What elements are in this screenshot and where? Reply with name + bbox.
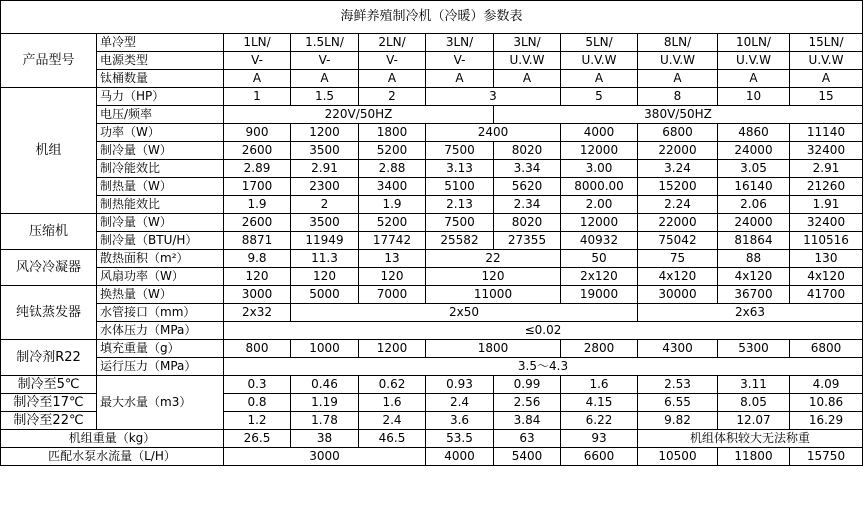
cell: 32400 [790,214,863,232]
table-row [1,286,863,304]
cell: 7500 [426,142,494,160]
cell: 7000 [359,286,426,304]
cell: 8871 [224,232,291,250]
section-unit: 机组 [1,88,97,214]
cell: 1LN/ [224,34,291,52]
cell: 5LN/ [561,34,638,52]
cell: 2.53 [638,376,718,394]
cell: 0.93 [426,376,494,394]
cell: 120 [224,268,291,286]
cell: 5 [561,88,638,106]
table-row [1,34,863,52]
cell: 120 [426,268,561,286]
param-label: 换热量（W） [97,286,224,304]
cell: U.V.W [494,52,561,70]
param-label: 制冷能效比 [97,160,224,178]
cell: 8000.00 [561,178,638,196]
cell: A [426,70,494,88]
cell: 110516 [790,232,863,250]
cell: U.V.W [561,52,638,70]
cell: V- [224,52,291,70]
cell: V- [426,52,494,70]
table-row [1,142,863,160]
cell: 220V/50HZ [224,106,494,124]
cell: A [224,70,291,88]
cell: 2LN/ [359,34,426,52]
cell: 5620 [494,178,561,196]
cell: 7500 [426,214,494,232]
cell: 1.6 [359,394,426,412]
cell: 36700 [718,286,790,304]
cell: 2.4 [426,394,494,412]
label-unit-weight: 机组重量（kg） [1,430,224,448]
cell: 25582 [426,232,494,250]
cell: 900 [224,124,291,142]
section-refrigerant: 制冷剂R22 [1,340,97,376]
cell: 1.78 [291,412,359,430]
cell: 2.88 [359,160,426,178]
cell: 1.2 [224,412,291,430]
cell: 8020 [494,214,561,232]
section-product-model: 产品型号 [1,34,97,88]
cell: 16.29 [790,412,863,430]
cell: A [638,70,718,88]
cell: 4000 [561,124,638,142]
table-row [1,232,863,250]
cell: 2.06 [718,196,790,214]
cell: 3000 [224,286,291,304]
cell: 4000 [426,448,494,466]
cell: V- [359,52,426,70]
cell: 120 [291,268,359,286]
section-ti-evaporator: 纯钛蒸发器 [1,286,97,340]
cell: 130 [790,250,863,268]
cell: 22 [426,250,561,268]
param-label: 单冷型 [97,34,224,52]
cell: 22000 [638,142,718,160]
cell: 30000 [638,286,718,304]
cell: 2x50 [291,304,638,322]
cell: 6.22 [561,412,638,430]
cell: 3400 [359,178,426,196]
cell: A [359,70,426,88]
cell: 41700 [790,286,863,304]
param-label: 制冷量（BTU/H） [97,232,224,250]
cell: 93 [561,430,638,448]
cell: 16140 [718,178,790,196]
cell: 800 [224,340,291,358]
table-row [1,52,863,70]
cell: 8.05 [718,394,790,412]
cell: 24000 [718,142,790,160]
table-row [1,124,863,142]
cell: 3LN/ [426,34,494,52]
cell: 40932 [561,232,638,250]
cell: U.V.W [638,52,718,70]
cell: U.V.W [790,52,863,70]
cell: 21260 [790,178,863,196]
table-row [1,448,863,466]
cell: 2.24 [638,196,718,214]
cell: 53.5 [426,430,494,448]
param-label: 水体压力（MPa） [97,322,224,340]
cell: 2.91 [291,160,359,178]
cell: 9.8 [224,250,291,268]
table-row [1,106,863,124]
cell: 4300 [638,340,718,358]
cell: 15200 [638,178,718,196]
cell: 0.46 [291,376,359,394]
cell: 12.07 [718,412,790,430]
param-label: 最大水量（m3） [97,376,224,430]
cell: 2600 [224,142,291,160]
label-cool-to-5: 制冷至5℃ [1,376,97,394]
table-row [1,196,863,214]
cell: 8020 [494,142,561,160]
cell: 2x32 [224,304,291,322]
cell: 9.82 [638,412,718,430]
cell: 1.5 [291,88,359,106]
table-row [1,430,863,448]
cell: 22000 [638,214,718,232]
cell: 2400 [426,124,561,142]
cell: 2.34 [494,196,561,214]
cell: 12000 [561,214,638,232]
table-row [1,304,863,322]
cell: 1.5LN/ [291,34,359,52]
cell: 6600 [561,448,638,466]
param-label: 马力（HP） [97,88,224,106]
param-label: 钛桶数量 [97,70,224,88]
cell: U.V.W [718,52,790,70]
label-cool-to-22: 制冷至22℃ [1,412,97,430]
cell: 2 [291,196,359,214]
cell: 0.3 [224,376,291,394]
cell: 26.5 [224,430,291,448]
param-label: 制冷量（W） [97,214,224,232]
param-label: 散热面积（m²） [97,250,224,268]
cell: 2.56 [494,394,561,412]
section-air-condenser: 风冷冷凝器 [1,250,97,286]
cell: 10LN/ [718,34,790,52]
cell: 6800 [638,124,718,142]
param-label: 制热量（W） [97,178,224,196]
cell: 2800 [561,340,638,358]
cell: 2600 [224,214,291,232]
cell: 2.00 [561,196,638,214]
cell: 3.13 [426,160,494,178]
table-row [1,88,863,106]
cell: 15 [790,88,863,106]
param-label: 电源类型 [97,52,224,70]
cell: 46.5 [359,430,426,448]
title-row [1,1,863,34]
cell: 0.62 [359,376,426,394]
cell: A [494,70,561,88]
cell: 1700 [224,178,291,196]
cell: 3.84 [494,412,561,430]
cell: 1200 [359,340,426,358]
cell: 27355 [494,232,561,250]
cell: 6.55 [638,394,718,412]
table-row [1,322,863,340]
cell: 10500 [638,448,718,466]
cell: 10 [718,88,790,106]
cell: 机组体积较大无法称重 [638,430,863,448]
cell: 5300 [718,340,790,358]
cell: 4.15 [561,394,638,412]
cell: 1.91 [790,196,863,214]
cell: 2.91 [790,160,863,178]
cell: 3000 [224,448,426,466]
table-row [1,340,863,358]
cell: A [561,70,638,88]
table-row [1,160,863,178]
cell: 4.09 [790,376,863,394]
cell: 63 [494,430,561,448]
cell: 5200 [359,214,426,232]
cell: 3.5～4.3 [224,358,863,376]
cell: 3500 [291,214,359,232]
cell: 3LN/ [494,34,561,52]
cell: 10.86 [790,394,863,412]
cell: A [790,70,863,88]
table-row [1,178,863,196]
cell: 88 [718,250,790,268]
cell: 1200 [291,124,359,142]
table-row [1,250,863,268]
param-label: 风扇功率（W） [97,268,224,286]
cell: 4860 [718,124,790,142]
cell: 5100 [426,178,494,196]
cell: 5000 [291,286,359,304]
table-row [1,268,863,286]
cell: 1.9 [224,196,291,214]
cell: 1800 [359,124,426,142]
table-row [1,358,863,376]
cell: 1800 [426,340,561,358]
cell: 75 [638,250,718,268]
cell: 81864 [718,232,790,250]
label-pump-flow: 匹配水泵水流量（L/H） [1,448,224,466]
param-label: 填充重量（g） [97,340,224,358]
cell: 13 [359,250,426,268]
cell: 2x120 [561,268,638,286]
table-row [1,376,863,394]
param-label: 功率（W） [97,124,224,142]
param-label: 制热能效比 [97,196,224,214]
cell: 3.24 [638,160,718,178]
table-row [1,70,863,88]
cell: 12000 [561,142,638,160]
cell: 17742 [359,232,426,250]
cell: 1.19 [291,394,359,412]
cell: 8 [638,88,718,106]
cell: 1.9 [359,196,426,214]
table-row [1,214,863,232]
cell: 3.05 [718,160,790,178]
cell: 8LN/ [638,34,718,52]
cell: 15750 [790,448,863,466]
param-label: 水管接口（mm） [97,304,224,322]
cell: 19000 [561,286,638,304]
cell: 4x120 [718,268,790,286]
label-cool-to-17: 制冷至17℃ [1,394,97,412]
section-compressor: 压缩机 [1,214,97,250]
cell: 5200 [359,142,426,160]
cell: 1 [224,88,291,106]
cell: 15LN/ [790,34,863,52]
param-label: 电压/频率 [97,106,224,124]
cell: 2x63 [638,304,863,322]
cell: 3.11 [718,376,790,394]
cell: 0.99 [494,376,561,394]
cell: 50 [561,250,638,268]
cell: 11949 [291,232,359,250]
cell: ≤0.02 [224,322,863,340]
cell: 1.6 [561,376,638,394]
cell: 11800 [718,448,790,466]
cell: 38 [291,430,359,448]
cell: 2.13 [426,196,494,214]
cell: 11000 [426,286,561,304]
cell: 2 [359,88,426,106]
cell: 11.3 [291,250,359,268]
cell: 0.8 [224,394,291,412]
param-label: 运行压力（MPa） [97,358,224,376]
cell: V- [291,52,359,70]
cell: 1000 [291,340,359,358]
cell: 3.6 [426,412,494,430]
cell: A [291,70,359,88]
cell: 32400 [790,142,863,160]
cell: 3.00 [561,160,638,178]
cell: 3500 [291,142,359,160]
cell: 2.4 [359,412,426,430]
cell: 5400 [494,448,561,466]
cell: 24000 [718,214,790,232]
cell: 6800 [790,340,863,358]
cell: 2300 [291,178,359,196]
cell: A [718,70,790,88]
param-label: 制冷量（W） [97,142,224,160]
cell: 4x120 [790,268,863,286]
cell: 75042 [638,232,718,250]
cell: 3.34 [494,160,561,178]
cell: 120 [359,268,426,286]
cell: 4x120 [638,268,718,286]
cell: 11140 [790,124,863,142]
table-title: 海鲜养殖制冷机（冷暖）参数表 [1,1,863,34]
cell: 380V/50HZ [494,106,863,124]
cell: 3 [426,88,561,106]
cell: 2.89 [224,160,291,178]
